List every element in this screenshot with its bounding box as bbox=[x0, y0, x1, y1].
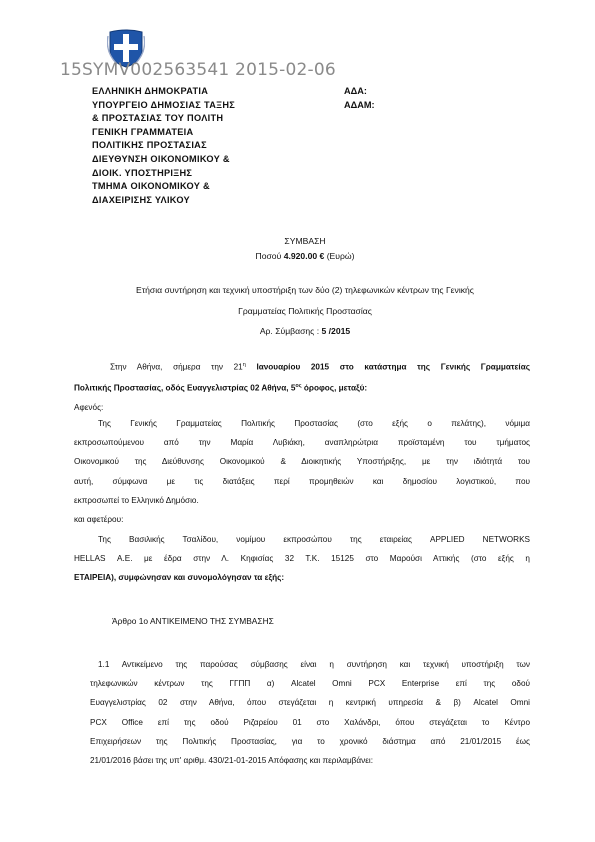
party-a-paragraph bbox=[74, 414, 530, 529]
party-b-paragraph bbox=[74, 530, 530, 588]
party-a-line: εκπροσωπούμενου από την Μαρία Λυβιάκη, αναπληρώτρια προϊσταμένη του τμήματος bbox=[74, 438, 530, 448]
article-1-line: 21/01/2016 βάσει της υπ' αριθμ. 430/21-01-2015 Απόφασης και περιλαμβάνει: bbox=[90, 756, 373, 766]
intro-line: Στην Αθήνα, σήμερα την $21^\eta$ Ιανουαρίου 2015 στο κατάστημα της Γενικής Γραμματείας bbox=[110, 362, 530, 372]
article-1-line: Ευαγγελιστρίας 02 στην Αθήνα, όπου στεγάζεται η κεντρική υπηρεσία & β) Alcatel Omni bbox=[90, 698, 530, 708]
issuer-line: ΠΟΛΙΤΙΚΗΣ ΠΡΟΣΤΑΣΙΑΣ bbox=[92, 140, 207, 151]
contract-subject-line: Γραμματείας Πολιτικής Προστασίας bbox=[238, 306, 372, 316]
article-1-line: 1.1 Αντικείμενο της παρούσας σύμβασης είναι η συντήρηση και τεχνική υποστήριξη των bbox=[98, 660, 530, 669]
contract-amount bbox=[60, 251, 550, 261]
party-b-line: ΕΤΑΙΡΕΙΑ), συμφώνησαν και συνομολόγησαν τα εξής: bbox=[74, 573, 285, 583]
article-1-paragraph bbox=[90, 655, 530, 770]
amount-prefix: Ποσού bbox=[255, 251, 284, 261]
party-b-line: Της Βασιλικής Τσαλίδου, νομίμου εκπροσώπου της εταιρείας APPLIED NETWORKS bbox=[98, 535, 530, 544]
amount-value: 4.920.00 € bbox=[283, 251, 325, 261]
article-1-line: Επιχειρήσεων της Πολιτικής Προστασίας, για το χρονικό διάστημα από 21/01/2015 έως bbox=[90, 736, 530, 746]
issuer-line: ΓΕΝΙΚΗ ΓΡΑΜΜΑΤΕΙΑ bbox=[92, 126, 194, 137]
party-a-line: Της Γενικής Γραμματείας Πολιτικής Προστασίας (στο εξής ο πελάτης), νόμιμα bbox=[98, 419, 530, 428]
contract-number-label: Αρ. Σύμβασης : bbox=[259, 326, 322, 336]
party-a-label: Αφενός: bbox=[74, 402, 104, 412]
party-a-line: αυτή, σύμφωνα με τις διατάξεις περί προμηθειών και δημοσίου λογιστικού, που bbox=[74, 476, 530, 486]
amount-suffix: (Ευρώ) bbox=[324, 251, 355, 261]
intro-paragraph bbox=[74, 356, 530, 417]
adam-label: ΑΔΑΜ: bbox=[344, 99, 375, 110]
party-a-line: Οικονομικού της Διεύθυνσης Οικονομικού & Διοικητικής Υποστήριξης, με την ιδιότητά του bbox=[74, 457, 530, 467]
issuer-line: ΔΙΕΥΘΥΝΣΗ ΟΙΚΟΝΟΜΙΚΟΥ & bbox=[92, 153, 230, 164]
issuer-line: ΕΛΛΗΝΙΚΗ ΔΗΜΟΚΡΑΤΙΑ bbox=[92, 86, 209, 96]
article-1-heading: Άρθρο 1ο ΑΝΤΙΚΕΙΜΕΝΟ ΤΗΣ ΣΥΜΒΑΣΗΣ bbox=[112, 616, 274, 626]
contract-subject-line: Ετήσια συντήρηση και τεχνική υποστήριξη των δύο (2) τηλεφωνικών κέντρων της Γενικής bbox=[136, 285, 474, 295]
issuer-line: ΔΙΟΙΚ. ΥΠΟΣΤΗΡΙΞΗΣ bbox=[92, 167, 193, 178]
issuer-line: & ΠΡΟΣΤΑΣΙΑΣ ΤΟΥ ΠΟΛΙΤΗ bbox=[92, 113, 224, 124]
issuer-line: ΤΜΗΜΑ ΟΙΚΟΝΟΜΙΚΟΥ & bbox=[92, 181, 210, 192]
diavgeia-stamp: 15SYMV002563541 2015-02-06 bbox=[60, 60, 336, 80]
issuer-block bbox=[92, 85, 322, 207]
party-b-label: και αφετέρου: bbox=[74, 515, 124, 525]
intro-line: Πολιτικής Προστασίας, οδός Ευαγγελιστρίας 02 Αθήνα, $5^{o\varsigma}$ όροφος, μεταξύ: bbox=[74, 382, 368, 393]
issuer-line: ΥΠΟΥΡΓΕΙΟ ΔΗΜΟΣΙΑΣ ΤΑΞΗΣ bbox=[92, 99, 236, 110]
party-b-line: HELLAS Α.Ε. με έδρα στην Λ. Κηφισίας 32 Τ.Κ. 15125 στο Μαρούσι Αττικής (στο εξής η bbox=[74, 554, 530, 564]
issuer-line: ΔΙΑΧΕΙΡΙΣΗΣ ΥΛΙΚΟΥ bbox=[92, 194, 190, 205]
ada-label: ΑΔΑ: bbox=[344, 86, 367, 96]
party-a-line: εκπροσωπεί το Ελληνικό Δημόσιο. bbox=[74, 495, 199, 505]
contract-number bbox=[60, 326, 550, 336]
contract-number-value: 5 /2015 bbox=[321, 326, 351, 336]
reference-block bbox=[344, 85, 375, 112]
article-1-line: PCX Office επί της οδού Ριζαρείου 01 στο Χαλάνδρι, όπου στεγάζεται το Κέντρο bbox=[90, 717, 530, 727]
article-1-line: τηλεφωνικών κέντρων της ΓΓΠΠ α) Alcatel Omni PCX Enterprise επί της οδού bbox=[90, 679, 530, 689]
contract-title: ΣΥΜΒΑΣΗ bbox=[284, 236, 326, 246]
